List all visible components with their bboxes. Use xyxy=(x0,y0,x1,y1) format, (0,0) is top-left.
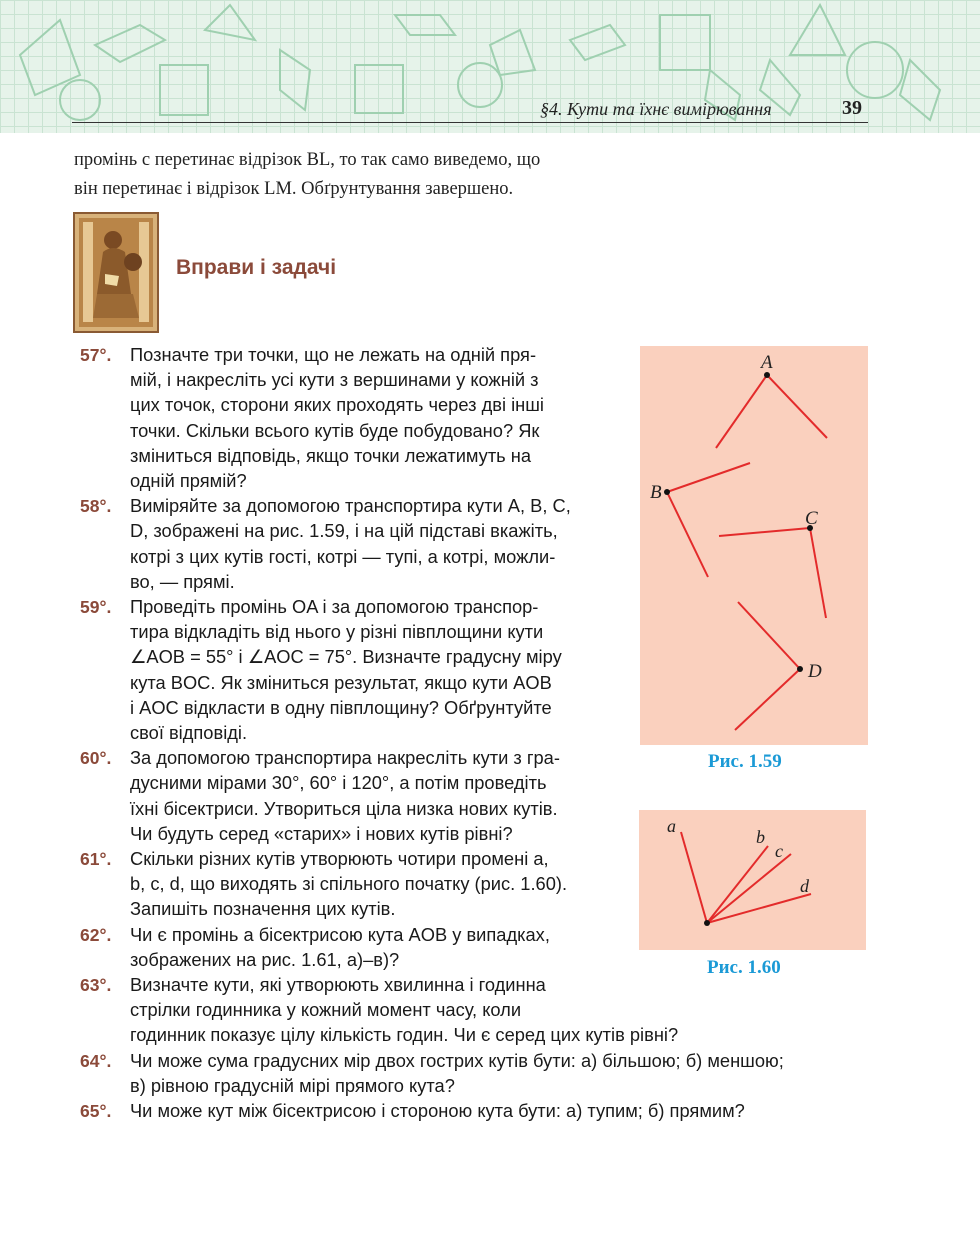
exercise-text-line: їхні бісектриси. Утвориться ціла низка нових кутів. xyxy=(130,797,558,819)
label-c: C xyxy=(805,508,818,529)
exercise-text-line: мій, і накресліть усі кути з вершинами у кожній з xyxy=(130,369,539,391)
seated-figure-illustration xyxy=(75,214,157,331)
exercise-text-line: За допомогою транспортира накресліть кути з гра- xyxy=(130,747,560,769)
header-band xyxy=(0,0,980,133)
figure-1-60 xyxy=(639,810,866,950)
label-d: D xyxy=(808,661,822,682)
exercise-text-line: Чи будуть серед «старих» і нових кутів рівні? xyxy=(130,822,513,844)
label-ray-c: c xyxy=(775,841,783,861)
exercise-text-line: котрі з цих кутів гості, котрі — тупі, а котрі, можли- xyxy=(130,545,556,567)
exercise-text-line: Скільки різних кутів утворюють чотири промені a, xyxy=(130,848,549,869)
exercise-number: 59°. xyxy=(80,597,112,617)
intro-paragraph xyxy=(74,146,634,204)
figure-1-59-caption: Рис. 1.59 xyxy=(708,751,782,772)
intro-line: промінь c перетинає відрізок BL, то так само виведемо, що xyxy=(74,150,541,170)
exercise-text-line: тира відкладіть від нього у різні півплощини кути xyxy=(130,621,544,643)
exercise-text-line: зображених на рис. 1.61, а)–в)? xyxy=(130,948,400,970)
section-portrait-image xyxy=(73,212,159,333)
figure-background xyxy=(640,346,868,745)
exercise-text-line: зміниться відповідь, якщо точки лежатимуть на xyxy=(130,444,532,466)
exercise-text-line: Визначте кути, які утворюють хвилинна і годинна xyxy=(130,974,546,995)
exercise-text-line: кута BOC. Як зміниться результат, якщо кути AOB xyxy=(130,671,552,693)
exercise-text-line: Чи може кут між бісектрисою і стороною кута бути: а) тупим; б) прямим? xyxy=(130,1100,745,1121)
exercise-text-line: во, — прямі. xyxy=(130,570,235,592)
vertex-d-point xyxy=(797,666,803,672)
exercise-text-line: і AOC відкласти в одну півплощину? Обґрунтуйте xyxy=(130,696,552,718)
exercise-text-line: D, зображені на рис. 1.59, і на цій підставі вкажіть, xyxy=(130,520,558,542)
exercise-text-line: b, c, d, що виходять зі спільного початку (рис. 1.60). xyxy=(130,873,568,895)
exercise-number: 65°. xyxy=(80,1101,112,1121)
vertex-b-point xyxy=(664,489,670,495)
exercise-text-line: годинник показує цілу кількість годин. Чи є серед цих кутів рівні? xyxy=(130,1024,679,1046)
exercise-text-line: одній прямій? xyxy=(130,470,247,491)
exercise-text-line: стрілки годинника у кожний момент часу, коли xyxy=(130,999,522,1021)
exercise-number: 58°. xyxy=(80,496,112,517)
header-rule xyxy=(72,122,868,123)
page-number: 39 xyxy=(842,97,862,119)
common-origin-point xyxy=(704,920,710,926)
exercise-text-line: в) рівною градусній мірі прямого кута? xyxy=(130,1074,455,1096)
label-ray-d: d xyxy=(800,876,809,896)
exercise-number: 57°. xyxy=(80,345,112,365)
exercise-text-line: Позначте три точки, що не лежать на одній пря- xyxy=(130,344,537,365)
exercise-text-line: ∠AOB = 55° і ∠AOC = 75°. Визначте градусну міру xyxy=(130,646,562,668)
exercise-text-line: Чи є промінь a бісектрисою кута AOB у випадках, xyxy=(130,923,550,945)
exercise-number: 60°. xyxy=(80,748,112,769)
exercise-number: 64°. xyxy=(80,1050,112,1071)
decorative-geometry-shapes xyxy=(0,0,980,133)
section-title: Вправи і задачі xyxy=(176,256,337,279)
exercise-text-line: Чи може сума градусних мір двох гострих кутів бути: а) більшою; б) меншою; xyxy=(130,1049,784,1071)
exercise-text-line: цих точок, сторони яких проходять через дві інші xyxy=(130,394,544,416)
running-title: §4. Кути та їхнє вимірювання xyxy=(540,99,772,119)
exercise-number: 62°. xyxy=(80,924,112,945)
exercise-number: 61°. xyxy=(80,849,112,869)
label-b: B xyxy=(650,482,662,503)
exercise-text-line: Запишіть позначення цих кутів. xyxy=(130,898,396,920)
label-a: A xyxy=(761,352,773,373)
exercise-text-line: Виміряйте за допомогою транспортира кути A, B, C, xyxy=(130,495,571,517)
exercise-text-line: дусними мірами 30°, 60° і 120°, а потім проведіть xyxy=(130,772,547,794)
figure-1-60-caption: Рис. 1.60 xyxy=(707,957,781,978)
label-ray-a: a xyxy=(667,816,676,836)
figure-1-59 xyxy=(640,346,868,745)
exercise-text-line: Проведіть промінь OA і за допомогою транспор- xyxy=(130,596,539,617)
exercise-text-line: точки. Скільки всього кутів буде побудовано? Як xyxy=(130,419,540,441)
label-ray-b: b xyxy=(756,827,765,847)
exercise-number: 63°. xyxy=(80,975,112,995)
exercise-text-line: свої відповіді. xyxy=(130,722,248,743)
intro-line: він перетинає і відрізок LM. Обґрунтування завершено. xyxy=(74,179,514,199)
